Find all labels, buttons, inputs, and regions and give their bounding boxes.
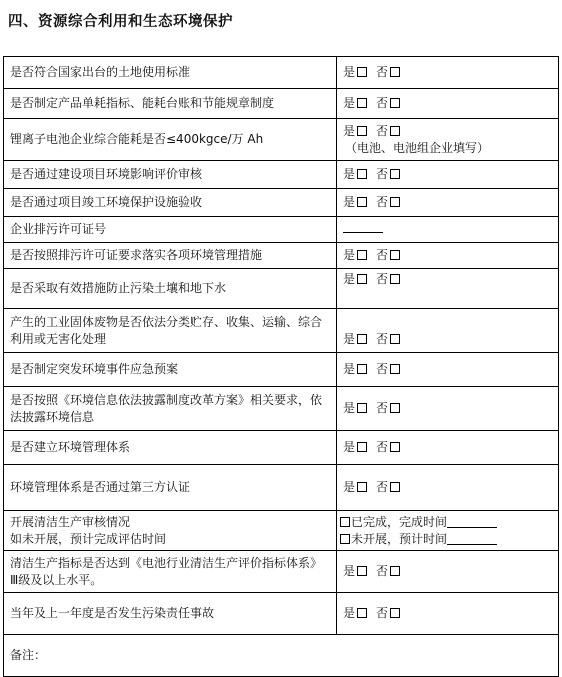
no-label: 否 (376, 272, 389, 286)
table-row (4, 387, 559, 431)
table-row (4, 269, 559, 309)
yes-label: 是 (343, 272, 356, 286)
no-label: 否 (376, 332, 389, 346)
no-checkbox[interactable] (390, 274, 400, 284)
question-cell: 是否符合国家出台的土地使用标准 (4, 57, 337, 89)
no-label: 否 (376, 123, 389, 138)
audit-planned-label: 未开展，预计时间 (351, 531, 448, 546)
answer-cell (337, 551, 559, 593)
yes-label: 是 (343, 65, 356, 79)
no-checkbox[interactable] (390, 334, 400, 344)
answer-cell (337, 243, 559, 269)
question-cell: 是否按照排污许可证要求落实各项环境管理措施 (4, 243, 337, 269)
answer-cell (337, 353, 559, 387)
table-row (4, 511, 559, 551)
no-checkbox[interactable] (390, 126, 400, 136)
yes-label: 是 (343, 480, 356, 494)
audit-done-label: 已完成，完成时间 (351, 514, 448, 529)
eco-protection-form-table (3, 56, 559, 677)
remarks-label: 备注： (10, 648, 47, 662)
no-checkbox[interactable] (390, 197, 400, 207)
table-row (4, 217, 559, 243)
table-row (4, 161, 559, 189)
question-cell: 是否制定突发环境事件应急预案 (4, 353, 337, 387)
question-line: 开展清洁生产审核情况 (10, 514, 131, 529)
no-label: 否 (376, 440, 389, 454)
answer-cell (337, 189, 559, 217)
question-cell: 是否建立环境管理体系 (4, 431, 337, 465)
answer-cell (337, 269, 559, 309)
table-row (4, 189, 559, 217)
question-cell: 清洁生产指标是否达到《电池行业清洁生产评价指标体系》Ⅲ级及以上水平。 (4, 551, 337, 593)
question-cell: 锂离子电池企业综合能耗是否≤400kgce/万 Ah (4, 119, 337, 161)
yes-label: 是 (343, 440, 356, 454)
no-checkbox[interactable] (390, 403, 400, 413)
fill-in-note: （电池、电池组企业填写） (345, 140, 490, 155)
question-cell (4, 511, 337, 551)
no-label: 否 (376, 362, 389, 376)
answer-cell (337, 161, 559, 189)
question-line: 如未开展，预计完成评估时间 (10, 531, 167, 546)
no-checkbox[interactable] (390, 566, 400, 576)
answer-cell (337, 511, 559, 551)
answer-cell (337, 465, 559, 511)
question-cell: 是否通过建设项目环境影响评价审核 (4, 161, 337, 189)
no-label: 否 (376, 96, 389, 110)
yes-label: 是 (343, 332, 356, 346)
yes-checkbox[interactable] (357, 197, 367, 207)
yes-checkbox[interactable] (357, 98, 367, 108)
audit-planned-checkbox[interactable] (340, 534, 350, 544)
no-checkbox[interactable] (390, 67, 400, 77)
table-row (4, 431, 559, 465)
question-cell: 产生的工业固体废物是否依法分类贮存、收集、运输、综合利用或无害化处理 (4, 309, 337, 353)
question-cell: 是否按照《环境信息依法披露制度改革方案》相关要求，依法披露环境信息 (4, 387, 337, 431)
yes-label: 是 (343, 123, 356, 138)
table-row (4, 57, 559, 89)
yes-checkbox[interactable] (357, 250, 367, 260)
answer-cell (337, 57, 559, 89)
question-cell: 是否采取有效措施防止污染土壤和地下水 (4, 269, 337, 309)
yes-checkbox[interactable] (357, 482, 367, 492)
table-row (4, 353, 559, 387)
yes-checkbox[interactable] (357, 67, 367, 77)
no-checkbox[interactable] (390, 250, 400, 260)
yes-label: 是 (343, 401, 356, 415)
answer-cell (337, 309, 559, 353)
yes-label: 是 (343, 606, 356, 620)
no-label: 否 (376, 248, 389, 262)
yes-checkbox[interactable] (357, 566, 367, 576)
no-label: 否 (376, 195, 389, 209)
table-row (4, 465, 559, 511)
answer-cell (337, 593, 559, 635)
no-checkbox[interactable] (390, 608, 400, 618)
no-label: 否 (376, 167, 389, 181)
no-checkbox[interactable] (390, 482, 400, 492)
yes-checkbox[interactable] (357, 126, 367, 136)
answer-cell (337, 431, 559, 465)
yes-checkbox[interactable] (357, 403, 367, 413)
question-cell: 企业排污许可证号 (4, 217, 337, 243)
yes-label: 是 (343, 96, 356, 110)
answer-cell (337, 387, 559, 431)
yes-label: 是 (343, 195, 356, 209)
section-title: 四、资源综合利用和生态环境保护 (8, 14, 233, 30)
question-cell: 是否通过项目竣工环境保护设施验收 (4, 189, 337, 217)
question-cell: 是否制定产品单耗指标、能耗台账和节能规章制度 (4, 89, 337, 119)
answer-cell (337, 89, 559, 119)
question-cell: 当年及上一年度是否发生污染责任事故 (4, 593, 337, 635)
yes-label: 是 (343, 167, 356, 181)
planned-date-field[interactable] (447, 532, 497, 545)
answer-cell (337, 217, 559, 243)
table-row (4, 119, 559, 161)
table-row (4, 89, 559, 119)
no-label: 否 (376, 65, 389, 79)
yes-checkbox[interactable] (357, 274, 367, 284)
no-checkbox[interactable] (390, 169, 400, 179)
no-label: 否 (376, 480, 389, 494)
no-label: 否 (376, 401, 389, 415)
yes-checkbox[interactable] (357, 442, 367, 452)
yes-checkbox[interactable] (357, 608, 367, 618)
table-row (4, 635, 559, 677)
no-checkbox[interactable] (390, 442, 400, 452)
yes-checkbox[interactable] (357, 169, 367, 179)
permit-number-field[interactable] (343, 222, 383, 233)
answer-cell (337, 119, 559, 161)
yes-label: 是 (343, 362, 356, 376)
remarks-cell[interactable] (4, 635, 559, 677)
yes-label: 是 (343, 248, 356, 262)
table-row (4, 551, 559, 593)
question-cell: 环境管理体系是否通过第三方认证 (4, 465, 337, 511)
table-row (4, 243, 559, 269)
no-label: 否 (376, 606, 389, 620)
table-row (4, 593, 559, 635)
no-checkbox[interactable] (390, 364, 400, 374)
audit-done-checkbox[interactable] (340, 517, 350, 527)
no-label: 否 (376, 564, 389, 578)
yes-checkbox[interactable] (357, 334, 367, 344)
no-checkbox[interactable] (390, 98, 400, 108)
table-row (4, 309, 559, 353)
yes-label: 是 (343, 564, 356, 578)
done-date-field[interactable] (447, 515, 497, 528)
yes-checkbox[interactable] (357, 364, 367, 374)
